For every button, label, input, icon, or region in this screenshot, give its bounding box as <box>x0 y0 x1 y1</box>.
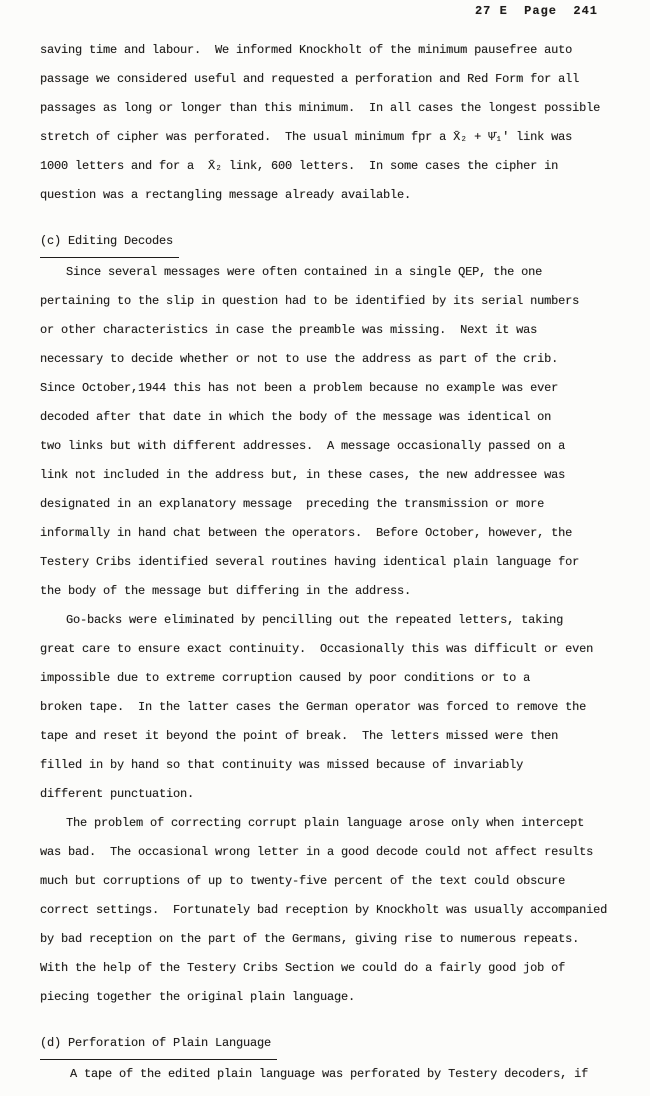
text-line: filled in by hand so that continuity was missed because of invariably <box>40 758 524 772</box>
text-line: different punctuation. <box>40 787 195 801</box>
text-line: designated in an explanatory message preceding the transmission or more <box>40 497 545 511</box>
text-line: A tape of the edited plain language was perforated by Testery decoders, if <box>70 1067 589 1081</box>
text-line: great care to ensure exact continuity. Occasionally this was difficult or even <box>40 642 594 656</box>
text-line: link not included in the address but, in these cases, the new addressee was <box>40 468 566 482</box>
text-line: tape and reset it beyond the point of break. The letters missed were then <box>40 729 559 743</box>
section-heading-c-text: (c) Editing Decodes <box>40 227 179 258</box>
text-line: piecing together the original plain language. <box>40 990 356 1004</box>
paragraph-gobacks <box>40 606 602 809</box>
text-line: saving time and labour. We informed Knockholt of the minimum pausefree auto <box>40 43 573 57</box>
text-line: Go-backs were eliminated by pencilling out the repeated letters, taking <box>66 613 564 627</box>
text-line: Testery Cribs identified several routines having identical plain language for <box>40 555 580 569</box>
text-line: question was a rectangling message already available. <box>40 188 412 202</box>
text-line: impossible due to extreme corruption caused by poor conditions or to a <box>40 671 531 685</box>
text-line: correct settings. Fortunately bad reception by Knockholt was usually accompanied <box>40 903 608 917</box>
text-line: broken tape. In the latter cases the German operator was forced to remove the <box>40 700 587 714</box>
paragraph-intro <box>40 36 602 210</box>
section-heading-c <box>40 227 602 258</box>
paragraph-corrupt-plain-language <box>40 809 608 1012</box>
text-line: 1000 letters and for a X̄₂ link, 600 letters. In some cases the cipher in <box>40 159 559 173</box>
text-line: The problem of correcting corrupt plain language arose only when intercept <box>66 816 585 830</box>
text-line: With the help of the Testery Cribs Section we could do a fairly good job of <box>40 961 566 975</box>
text-line: was bad. The occasional wrong letter in a good decode could not affect results <box>40 845 594 859</box>
page-header: 27 E Page 241 <box>474 4 598 18</box>
text-line: informally in hand chat between the operators. Before October, however, the <box>40 526 573 540</box>
section-heading-d <box>40 1029 602 1060</box>
section-heading-d-text: (d) Perforation of Plain Language <box>40 1029 277 1060</box>
paragraph-editing-decodes <box>40 258 602 606</box>
text-line: pertaining to the slip in question had to be identified by its serial numbers <box>40 294 580 308</box>
text-line: Since several messages were often contained in a single QEP, the one <box>66 265 543 279</box>
text-line: decoded after that date in which the body of the message was identical on <box>40 410 552 424</box>
text-line: necessary to decide whether or not to use the address as part of the crib. <box>40 352 559 366</box>
text-line: or other characteristics in case the preamble was missing. Next it was <box>40 323 538 337</box>
text-line: much but corruptions of up to twenty-five percent of the text could obscure <box>40 874 566 888</box>
text-line: two links but with different addresses. A message occasionally passed on a <box>40 439 566 453</box>
text-line: by bad reception on the part of the Germans, giving rise to numerous repeats. <box>40 932 580 946</box>
text-line: passages as long or longer than this minimum. In all cases the longest possible <box>40 101 601 115</box>
paragraph-perforation <box>40 1060 602 1089</box>
text-line: the body of the message but differing in the address. <box>40 584 412 598</box>
text-line: passage we considered useful and requested a perforation and Red Form for all <box>40 72 580 86</box>
text-line: stretch of cipher was perforated. The usual minimum fpr a X̄₂ + Ψ̄₁′ link was <box>40 130 573 144</box>
text-line: Since October,1944 this has not been a problem because no example was ever <box>40 381 559 395</box>
